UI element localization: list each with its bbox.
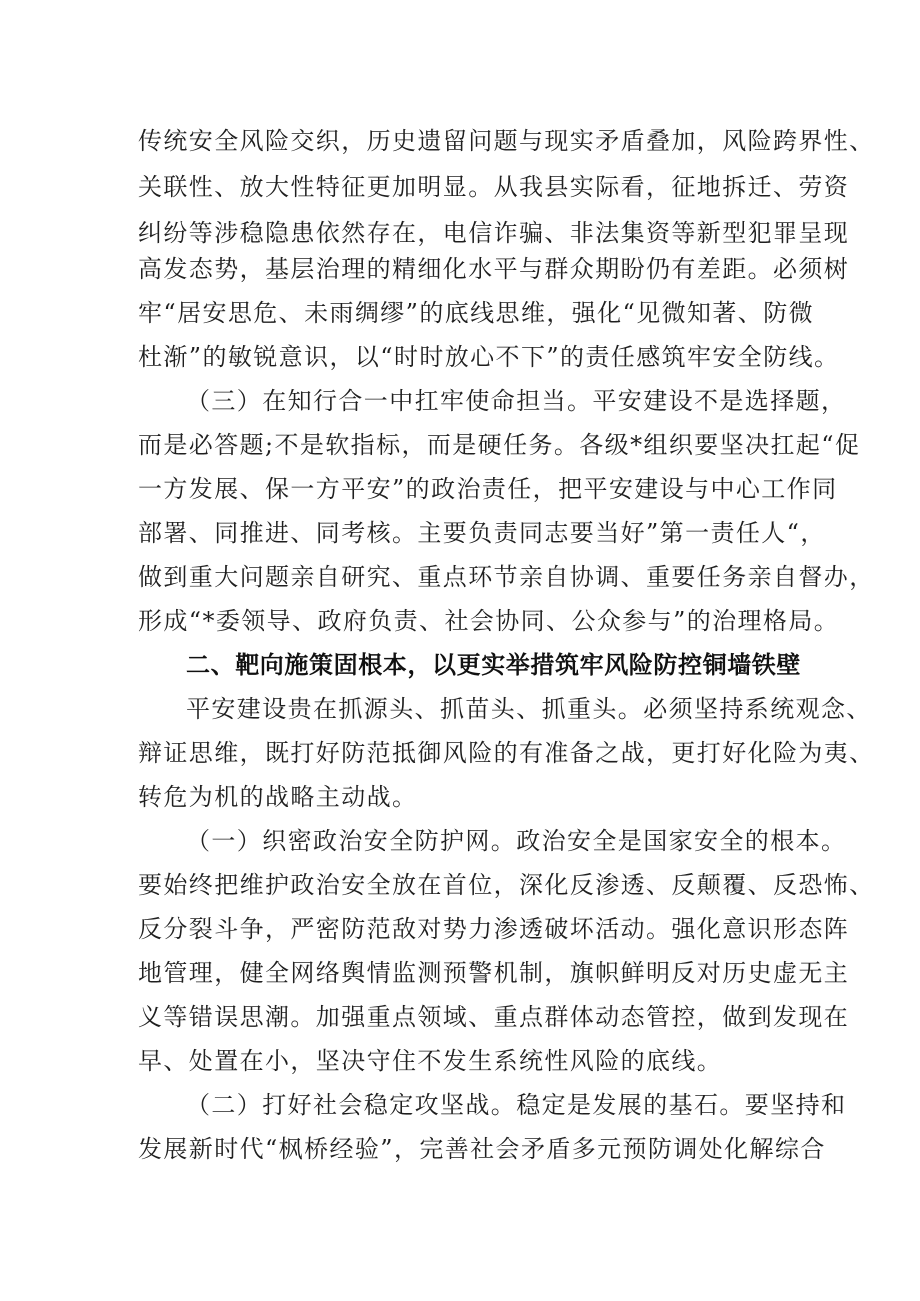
paragraph-line: 发展新时代“枫桥经验”，完善社会矛盾多元预防调处化解综合 <box>138 1135 826 1163</box>
paragraph-line: 做到重大问题亲自研究、重点环节亲自协调、重要任务亲自督办， <box>138 563 875 591</box>
paragraph-line: 而是必答题;不是软指标，而是硬任务。各级*组织要坚决扛起“促 <box>138 431 861 459</box>
paragraph-line: 早、处置在小，坚决守住不发生系统性风险的底线。 <box>138 1047 723 1075</box>
paragraph-line: 高发态势，基层治理的精细化水平与群众期盼仍有差距。必须树 <box>138 255 850 283</box>
paragraph-line: 传统安全风险交织，历史遗留问题与现实矛盾叠加，风险跨界性、 <box>138 127 875 155</box>
paragraph-line: 牢“居安思危、未雨绸缪”的底线思维，强化“见微知著、防微 <box>138 299 815 327</box>
paragraph-line: 形成“*委领导、政府负责、社会协同、公众参与”的治理格局。 <box>138 607 840 635</box>
paragraph-line: 地管理，健全网络舆情监测预警机制，旗帜鲜明反对历史虚无主 <box>138 959 850 987</box>
paragraph-line: （三）在知行合一中扛牢使命担当。平安建设不是选择题， <box>186 387 847 415</box>
paragraph-line: 义等错误思潮。加强重点领域、重点群体动态管控，做到发现在 <box>138 1003 850 1031</box>
paragraph-line: （二）打好社会稳定攻坚战。稳定是发展的基石。要坚持和 <box>186 1091 847 1119</box>
paragraph-line: 转危为机的战略主动战。 <box>138 783 418 811</box>
paragraph-line: 关联性、放大性特征更加明显。从我县实际看，征地拆迁、劳资 <box>138 173 850 201</box>
paragraph-line: 辩证思维，既打好防范抵御风险的有准备之战，更打好化险为夷、 <box>138 739 875 767</box>
paragraph-line: 部署、同推进、同考核。主要负责同志要当好”第一责任人“， <box>138 519 826 547</box>
section-heading: 二、靶向施策固根本，以更实举措筑牢风险防控铜墙铁壁 <box>186 651 801 679</box>
paragraph-line: 杜渐”的敏锐意识，以“时时放心不下”的责任感筑牢安全防线。 <box>138 343 840 371</box>
paragraph-line: 反分裂斗争，严密防范敌对势力渗透破坏活动。强化意识形态阵 <box>138 915 850 943</box>
paragraph-line: 要始终把维护政治安全放在首位，深化反渗透、反颠覆、反恐怖、 <box>138 871 875 899</box>
paragraph-line: 纠纷等涉稳隐患依然存在，电信诈骗、非法集资等新型犯罪呈现 <box>138 219 850 247</box>
paragraph-line: 平安建设贵在抓源头、抓苗头、抓重头。必须坚持系统观念、 <box>186 695 872 723</box>
paragraph-line: 一方发展、保一方平安”的政治责任，把平安建设与中心工作同 <box>138 475 838 503</box>
paragraph-line: （一）织密政治安全防护网。政治安全是国家安全的根本。 <box>186 827 847 855</box>
